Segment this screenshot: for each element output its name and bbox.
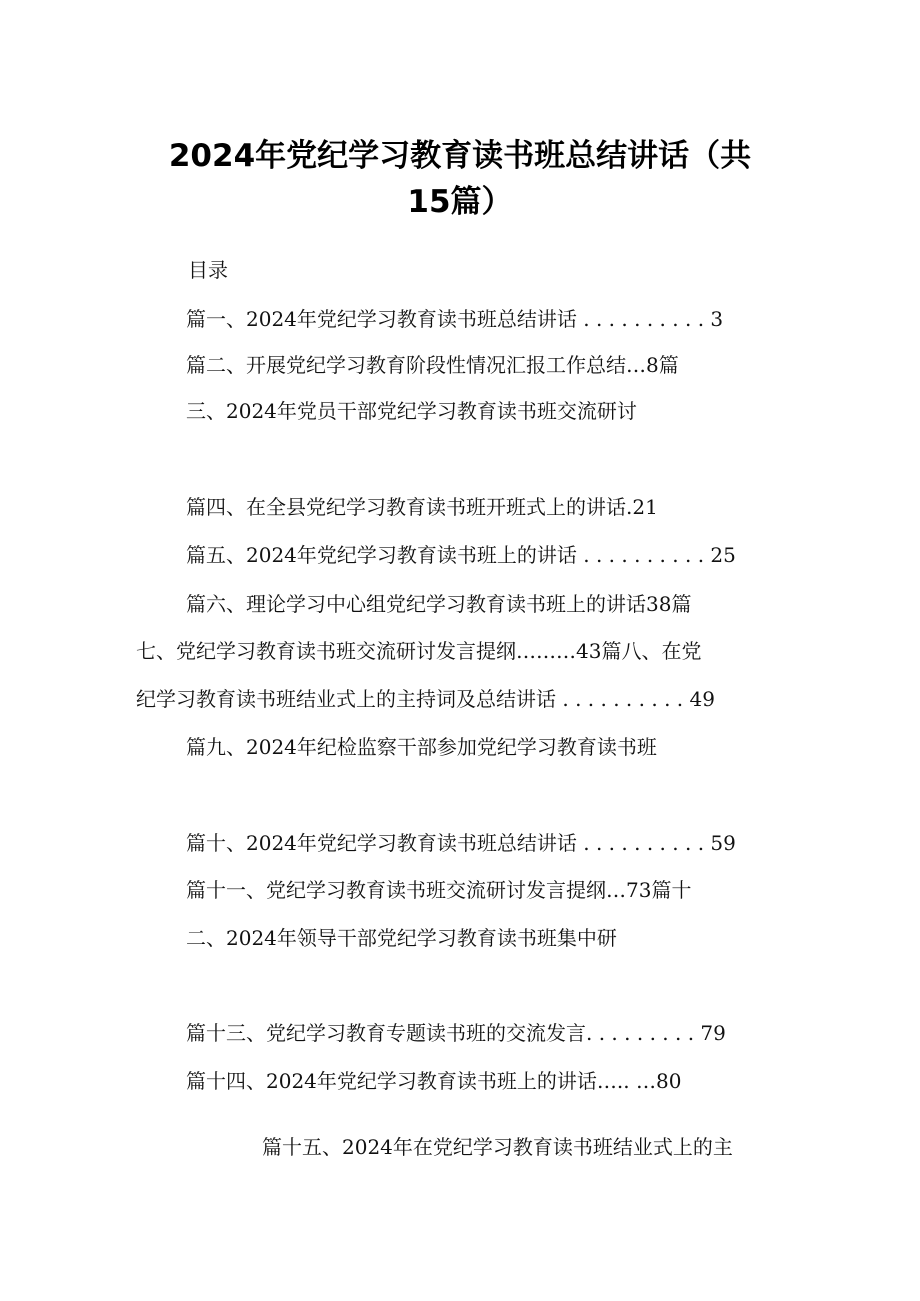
- toc-line-8: 纪学习教育读书班结业式上的主持词及总结讲话 . . . . . . . . . . 49: [136, 687, 715, 711]
- toc-line-12: 二、2024年领导干部党纪学习教育读书班集中研: [186, 926, 617, 950]
- toc-line-14: 篇十四、2024年党纪学习教育读书班上的讲话….. …80: [186, 1069, 682, 1093]
- toc-line-4: 篇四、在全县党纪学习教育读书班开班式上的讲话.21: [186, 495, 658, 519]
- toc-line-11: 篇十一、党纪学习教育读书班交流研讨发言提纲…73篇十: [186, 878, 692, 902]
- toc-line-10: 篇十、2024年党纪学习教育读书班总结讲话 . . . . . . . . . . 59: [186, 831, 736, 855]
- toc-line-5: 篇五、2024年党纪学习教育读书班上的讲话 . . . . . . . . . . 25: [186, 543, 736, 567]
- toc-line-7: 七、党纪学习教育读书班交流研讨发言提纲………43篇八、在党: [136, 639, 702, 663]
- toc-line-3: 三、2024年党员干部党纪学习教育读书班交流研讨: [186, 399, 637, 423]
- toc-line-15: 篇十五、2024年在党纪学习教育读书班结业式上的主: [262, 1135, 733, 1159]
- document-title-line-2: 15篇）: [407, 184, 513, 220]
- document-title-line-1: 2024年党纪学习教育读书班总结讲话（共: [168, 138, 752, 174]
- toc-line-6: 篇六、理论学习中心组党纪学习教育读书班上的讲话38篇: [186, 592, 692, 616]
- toc-line-1: 篇一、2024年党纪学习教育读书班总结讲话 . . . . . . . . . . 3: [186, 307, 724, 331]
- toc-line-2: 篇二、开展党纪学习教育阶段性情况汇报工作总结…8篇: [186, 353, 679, 377]
- toc-line-13: 篇十三、党纪学习教育专题读书班的交流发言. . . . . . . . . 79: [186, 1021, 726, 1045]
- toc-heading: 目录: [188, 258, 228, 282]
- toc-line-9: 篇九、2024年纪检监察干部参加党纪学习教育读书班: [186, 735, 657, 759]
